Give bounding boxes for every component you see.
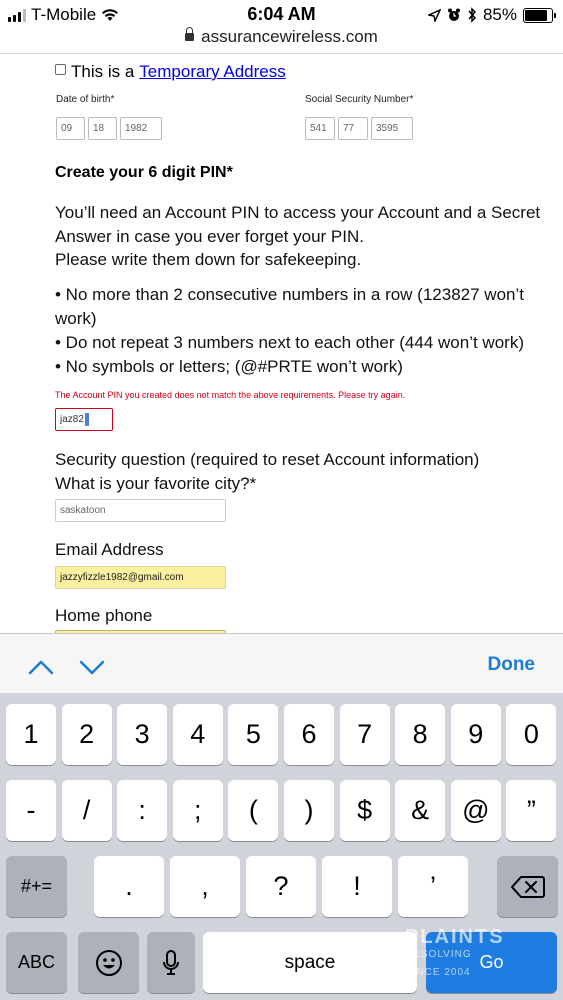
lock-icon — [185, 33, 194, 41]
microphone-icon — [162, 949, 180, 977]
key-abc[interactable]: ABC — [6, 932, 67, 993]
key-symbol[interactable]: - — [6, 780, 56, 841]
pin-rule-2: • Do not repeat 3 numbers next to each other (444 won’t work) — [55, 333, 524, 352]
pin-input-value: jaz82 — [60, 414, 84, 425]
page-content — [0, 55, 563, 633]
key-punctuation[interactable]: ’ — [398, 856, 468, 917]
url-bar[interactable] — [0, 27, 563, 54]
key-emoji[interactable] — [78, 932, 139, 993]
key-symbol[interactable]: & — [395, 780, 445, 841]
key-0[interactable]: 0 — [506, 704, 556, 765]
temporary-address-link[interactable]: Temporary Address — [139, 62, 286, 81]
key-backspace[interactable] — [497, 856, 558, 917]
watermark — [405, 928, 505, 982]
email-input[interactable]: jazzyfizzle1982@gmail.com — [55, 566, 226, 589]
key-2[interactable]: 2 — [62, 704, 112, 765]
ssn-part3-input[interactable]: 3595 — [371, 117, 413, 140]
key-dictation[interactable] — [147, 932, 195, 993]
key-symbol[interactable]: ” — [506, 780, 556, 841]
alarm-icon — [447, 8, 461, 22]
key-symbol[interactable]: ) — [284, 780, 334, 841]
emoji-icon — [95, 949, 123, 977]
key-4[interactable]: 4 — [173, 704, 223, 765]
key-symbol[interactable]: / — [62, 780, 112, 841]
key-punctuation[interactable]: ! — [322, 856, 392, 917]
pin-input[interactable] — [55, 408, 113, 431]
key-go[interactable]: Go — [426, 932, 557, 993]
key-9[interactable]: 9 — [451, 704, 501, 765]
chevron-down-icon[interactable] — [79, 654, 105, 680]
key-space[interactable]: space — [203, 932, 417, 993]
status-time: 6:04 AM — [247, 4, 316, 24]
key-7[interactable]: 7 — [340, 704, 390, 765]
security-answer-input[interactable]: saskatoon — [55, 499, 226, 522]
security-question: What is your favorite city?* — [55, 474, 257, 493]
dob-label: Date of birth* — [56, 94, 115, 105]
battery-fill — [525, 10, 547, 21]
temporary-address-checkbox[interactable] — [55, 64, 66, 75]
key-symbol[interactable]: ( — [228, 780, 278, 841]
ssn-part1-input[interactable]: 541 — [305, 117, 335, 140]
pin-intro: You’ll need an Account PIN to access your Account and a Secret Answer in case you ever forget your PIN. — [55, 203, 541, 246]
key-6[interactable]: 6 — [284, 704, 334, 765]
status-bar — [0, 0, 563, 28]
pin-rule-3: • No symbols or letters; (@#PRTE won’t work) — [55, 357, 403, 376]
text-cursor — [85, 413, 89, 426]
ssn-part2-input[interactable]: 77 — [338, 117, 368, 140]
pin-intro-2: Please write them down for safekeeping. — [55, 250, 362, 269]
battery-percent: 85% — [482, 5, 517, 24]
security-question-label: Security question (required to reset Account information) — [55, 450, 480, 469]
key-8[interactable]: 8 — [395, 704, 445, 765]
watermark-line-2: RESOLVING — [405, 949, 472, 960]
battery-icon — [523, 8, 553, 23]
temporary-address-prefix: This is a — [71, 62, 135, 81]
dob-month-input[interactable]: 09 — [56, 117, 85, 140]
location-icon — [428, 9, 441, 22]
ssn-label: Social Security Number* — [305, 94, 414, 105]
key-punctuation[interactable]: , — [170, 856, 240, 917]
email-label: Email Address — [55, 540, 164, 559]
key-symbols-toggle[interactable]: #+= — [6, 856, 67, 917]
bluetooth-icon — [467, 7, 477, 23]
dob-year-input[interactable]: 1982 — [120, 117, 162, 140]
dob-day-input[interactable]: 18 — [88, 117, 117, 140]
temporary-address-row — [55, 62, 286, 82]
keyboard-accessory-bar — [0, 633, 563, 693]
key-punctuation[interactable]: . — [94, 856, 164, 917]
key-symbol[interactable]: $ — [340, 780, 390, 841]
key-1[interactable]: 1 — [6, 704, 56, 765]
home-phone-label: Home phone — [55, 606, 153, 625]
watermark-line-1: PLAINTS — [405, 926, 505, 948]
numeric-keyboard — [0, 693, 563, 1000]
key-symbol[interactable]: @ — [451, 780, 501, 841]
key-symbol[interactable]: : — [117, 780, 167, 841]
key-symbol[interactable]: ; — [173, 780, 223, 841]
url-host: assurancewireless.com — [201, 27, 378, 46]
watermark-line-3: SINCE 2004 — [405, 967, 471, 978]
pin-error-message: The Account PIN you created does not match the above requirements. Please try again. — [55, 390, 406, 400]
pin-heading: Create your 6 digit PIN* — [55, 164, 233, 181]
key-3[interactable]: 3 — [117, 704, 167, 765]
done-button[interactable]: Done — [487, 654, 535, 675]
status-right — [428, 5, 553, 25]
key-punctuation[interactable]: ? — [246, 856, 316, 917]
chevron-up-icon[interactable] — [28, 654, 54, 680]
carrier-label: T-Mobile — [31, 5, 97, 24]
pin-rule-1: • No more than 2 consecutive numbers in a row (123827 won’t work) — [55, 285, 524, 328]
key-5[interactable]: 5 — [228, 704, 278, 765]
backspace-icon — [511, 875, 545, 899]
